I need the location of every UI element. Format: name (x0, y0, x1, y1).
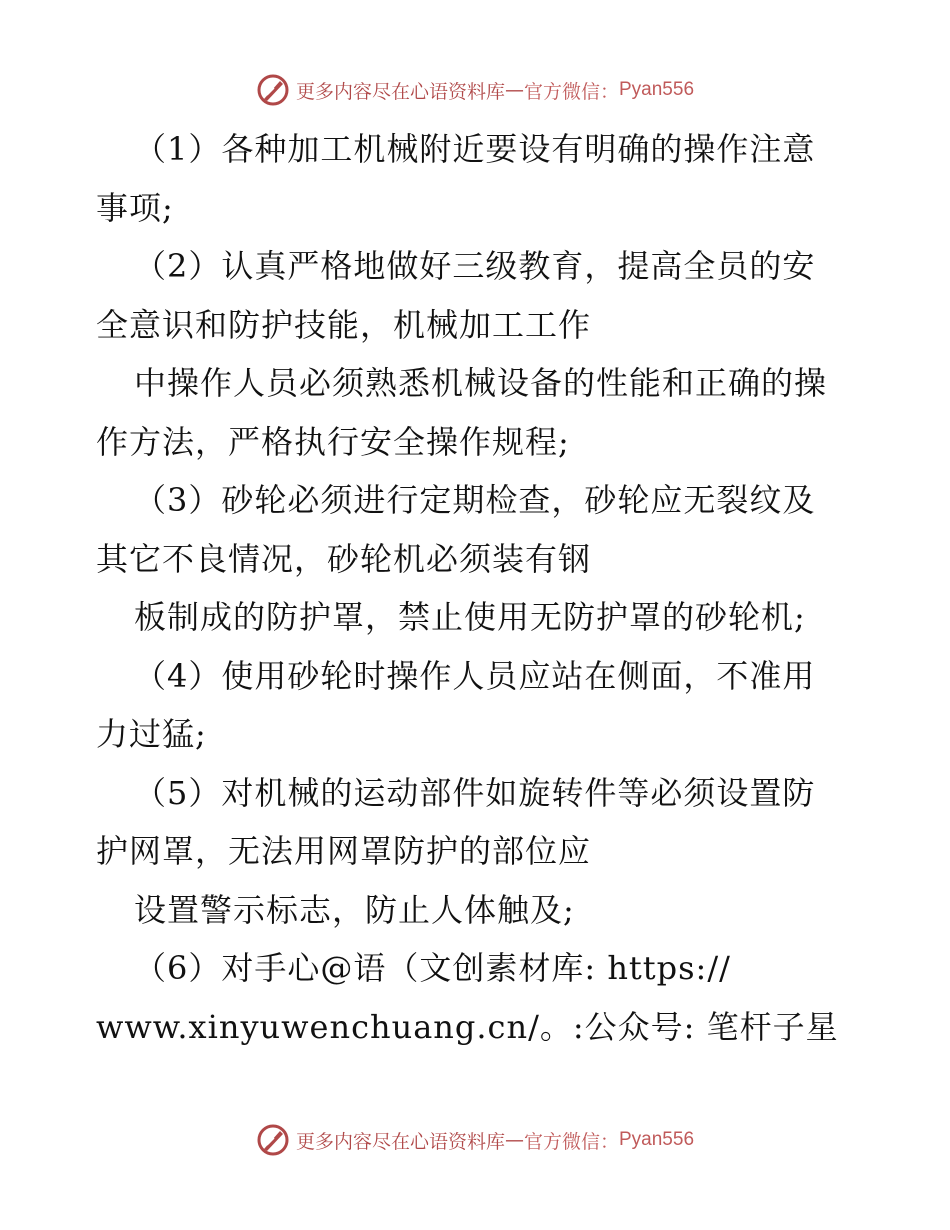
body-line: （6）对手心@语（文创素材库: https:// (134, 949, 731, 987)
body-line: 全意识和防护技能，机械加工工作 (96, 305, 592, 344)
body-line: 作方法，严格执行安全操作规程; (96, 422, 570, 461)
body-line: （4）使用砂轮时操作人员应站在侧面，不准用 (134, 656, 816, 695)
body-line: （2）认真严格地做好三级教育，提高全员的安 (134, 247, 816, 285)
body-line: （1）各种加工机械附近要设有明确的操作注意 (134, 130, 816, 168)
body-line: 板制成的防护罩，禁止使用无防护罩的砂轮机; (134, 598, 806, 636)
wechat-label: 官方微信： (523, 80, 619, 103)
watermark-footer (0, 1120, 950, 1160)
body-line: 力过猛; (96, 715, 207, 753)
watermark-text: 更多内容尽在心语资料库 (295, 80, 505, 103)
feather-pen-logo-icon (256, 73, 290, 107)
body-line: 设置警示标志，防止人体触及; (134, 890, 575, 929)
feather-pen-logo-icon (256, 1123, 290, 1157)
watermark-text: 更多内容尽在心语资料库 (295, 1130, 505, 1153)
body-line: 中操作人员必须熟悉机械设备的性能和正确的操 (134, 364, 828, 402)
body-line: （3）砂轮必须进行定期检查，砂轮应无裂纹及 (134, 481, 816, 519)
watermark-dash: — (504, 79, 524, 101)
watermark-dash: — (504, 1129, 524, 1151)
body-line: （5）对机械的运动部件如旋转件等必须设置防 (134, 773, 816, 812)
document-body (96, 120, 876, 1056)
watermark-header (0, 70, 950, 110)
wechat-id: Pyan556 (619, 1129, 695, 1150)
body-line: 事项; (96, 188, 174, 227)
body-line: www.xinyuwenchuang.cn/。:公众号: 笔杆子星 (96, 1007, 839, 1046)
body-line: 护网罩，无法用网罩防护的部位应 (96, 832, 592, 870)
body-line: 其它不良情况，砂轮机必须装有钢 (96, 539, 592, 578)
wechat-id: Pyan556 (619, 79, 695, 100)
wechat-label: 官方微信： (523, 1130, 619, 1153)
